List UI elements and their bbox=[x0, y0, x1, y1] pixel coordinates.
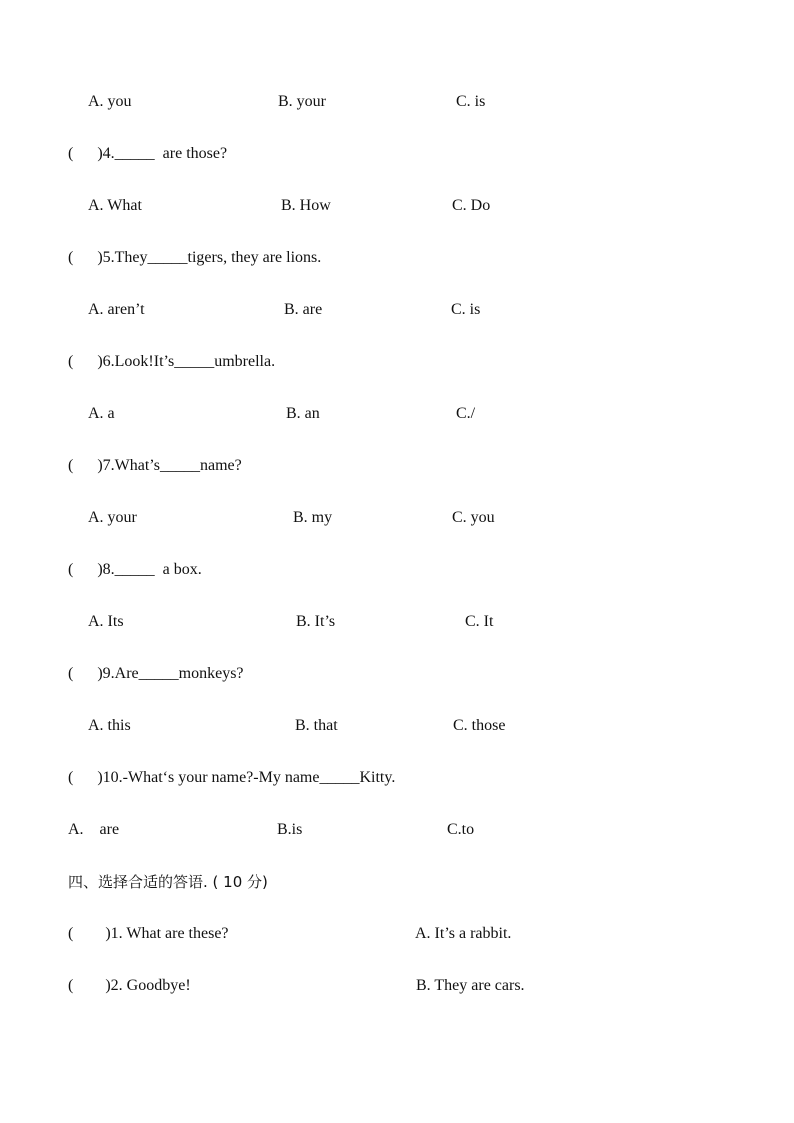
question-8: ( )8._____ a box. bbox=[68, 561, 202, 578]
q9-option-c: C. those bbox=[453, 717, 506, 734]
q8-option-a: A. Its bbox=[88, 613, 124, 630]
question-10: ( )10.-What‘s your name?-My name_____Kitty. bbox=[68, 769, 396, 786]
q8-option-c: C. It bbox=[465, 613, 494, 630]
question-4: ( )4._____ are those? bbox=[68, 145, 228, 162]
q6-option-b: B. an bbox=[286, 405, 320, 422]
q9-option-b: B. that bbox=[295, 717, 338, 734]
section-4-question-2: ( )2. Goodbye! bbox=[68, 977, 191, 994]
section-4-answer-b: B. They are cars. bbox=[416, 977, 525, 994]
q5-option-c: C. is bbox=[451, 301, 481, 318]
q3-option-c: C. is bbox=[456, 93, 486, 110]
q10-option-a: A. are bbox=[68, 821, 120, 838]
q10-option-c: C.to bbox=[447, 821, 475, 838]
q10-option-b: B.is bbox=[277, 821, 303, 838]
q6-option-c: C./ bbox=[456, 405, 476, 422]
q3-option-a: A. you bbox=[88, 93, 132, 110]
q5-option-b: B. are bbox=[284, 301, 323, 318]
q6-option-a: A. a bbox=[88, 405, 115, 422]
question-7: ( )7.What’s_____name? bbox=[68, 457, 242, 474]
q4-option-b: B. How bbox=[281, 197, 331, 214]
question-9: ( )9.Are_____monkeys? bbox=[68, 665, 244, 682]
section-4-answer-a: A. It’s a rabbit. bbox=[415, 925, 512, 942]
section-4-title: 四、选择合适的答语. ( 10 分) bbox=[68, 873, 268, 891]
q3-option-b: B. your bbox=[278, 93, 326, 110]
q7-option-b: B. my bbox=[293, 509, 333, 526]
question-6: ( )6.Look!It’s_____umbrella. bbox=[68, 353, 276, 370]
q8-option-b: B. It’s bbox=[296, 613, 336, 630]
q4-option-a: A. What bbox=[88, 197, 142, 214]
q7-option-a: A. your bbox=[88, 509, 137, 526]
q4-option-c: C. Do bbox=[452, 197, 491, 214]
q7-option-c: C. you bbox=[452, 509, 495, 526]
q9-option-a: A. this bbox=[88, 717, 131, 734]
question-5: ( )5.They_____tigers, they are lions. bbox=[68, 249, 322, 266]
section-4-question-1: ( )1. What are these? bbox=[68, 925, 229, 942]
q5-option-a: A. aren’t bbox=[88, 301, 145, 318]
